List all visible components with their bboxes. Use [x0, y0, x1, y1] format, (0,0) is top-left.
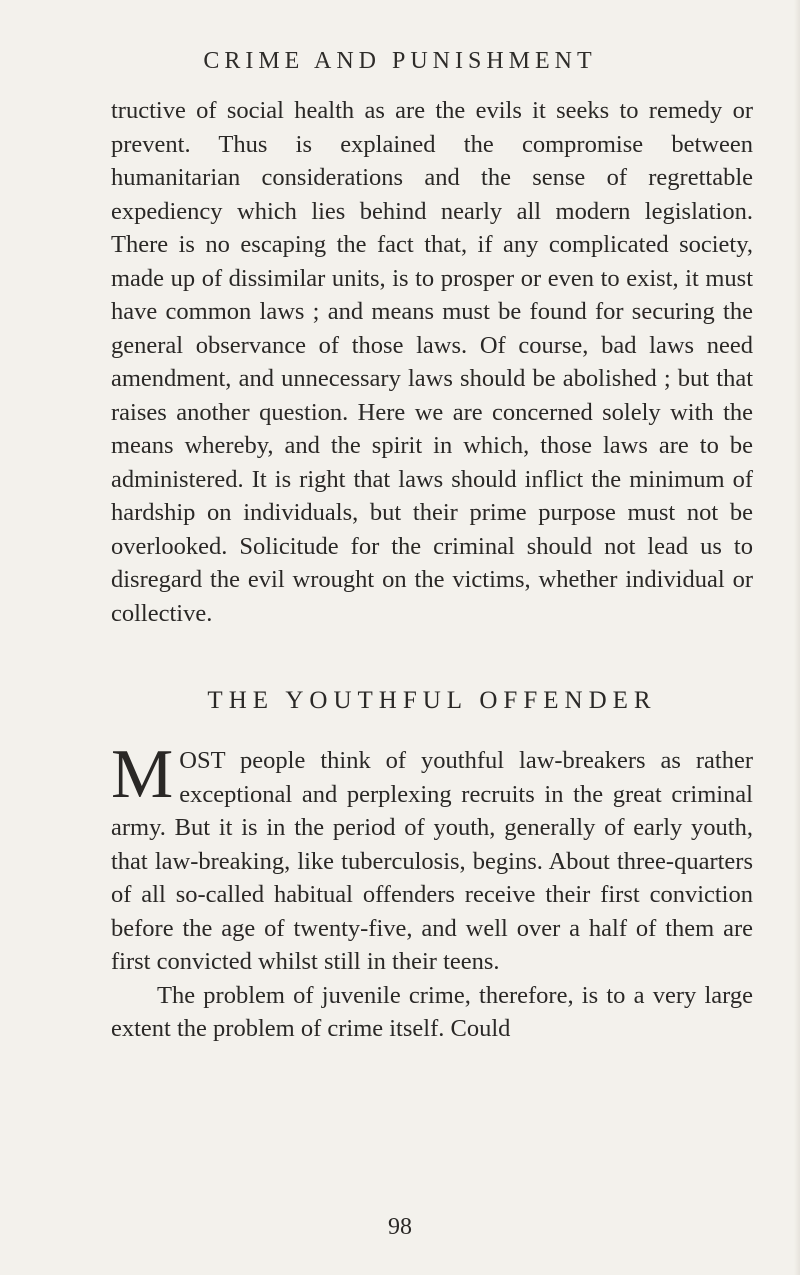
running-head: CRIME AND PUNISHMENT [203, 48, 597, 74]
page-number: 98 [388, 1214, 412, 1240]
section-text [111, 736, 753, 1046]
section-paragraph-1 [111, 736, 753, 979]
section-paragraph-1-text: OST people think of youthful law-breakers as rather exceptional and perplexing recruits in the great criminal army. But it is in the period of youth, generally of early youth, that law-breaking, like tuberculosis, begins. About three-quarters of all so-called habitual offenders receive their first conviction before the age of twenty-five, and well over a half of them are first convicted whilst still in their teens. [111, 747, 753, 975]
body-text [111, 94, 753, 630]
section-paragraph-2: The problem of juvenile crime, therefore, is to a very large extent the problem of crime itself. Could [111, 981, 753, 1042]
drop-cap: M [111, 736, 174, 813]
section-heading: THE YOUTHFUL OFFENDER [207, 687, 657, 714]
paragraph-continued: tructive of social health as are the evils it seeks to remedy or prevent. Thus is explained the compromise between humanitarian considerations and the sense of regrettable expediency which lies behind nearly all modern legislation. There is no escaping the fact that, if any complicated society, made up of dissimilar units, is to prosper or even to exist, it must have common laws ; and means must be found for securing the general observance of those laws. Of course, bad laws need amendment, and unnecessary laws should be abolished ; but that raises another question. Here we are concerned solely with the means whereby, and the spirit in which, those laws are to be administered. It is right that laws should inflict the minimum of hardship on individuals, but their prime purpose must not be overlooked. Solicitude for the criminal should not lead us to disregard the evil wrought on the victims, whether individual or collective. [111, 97, 753, 627]
page-edge [794, 0, 800, 1275]
